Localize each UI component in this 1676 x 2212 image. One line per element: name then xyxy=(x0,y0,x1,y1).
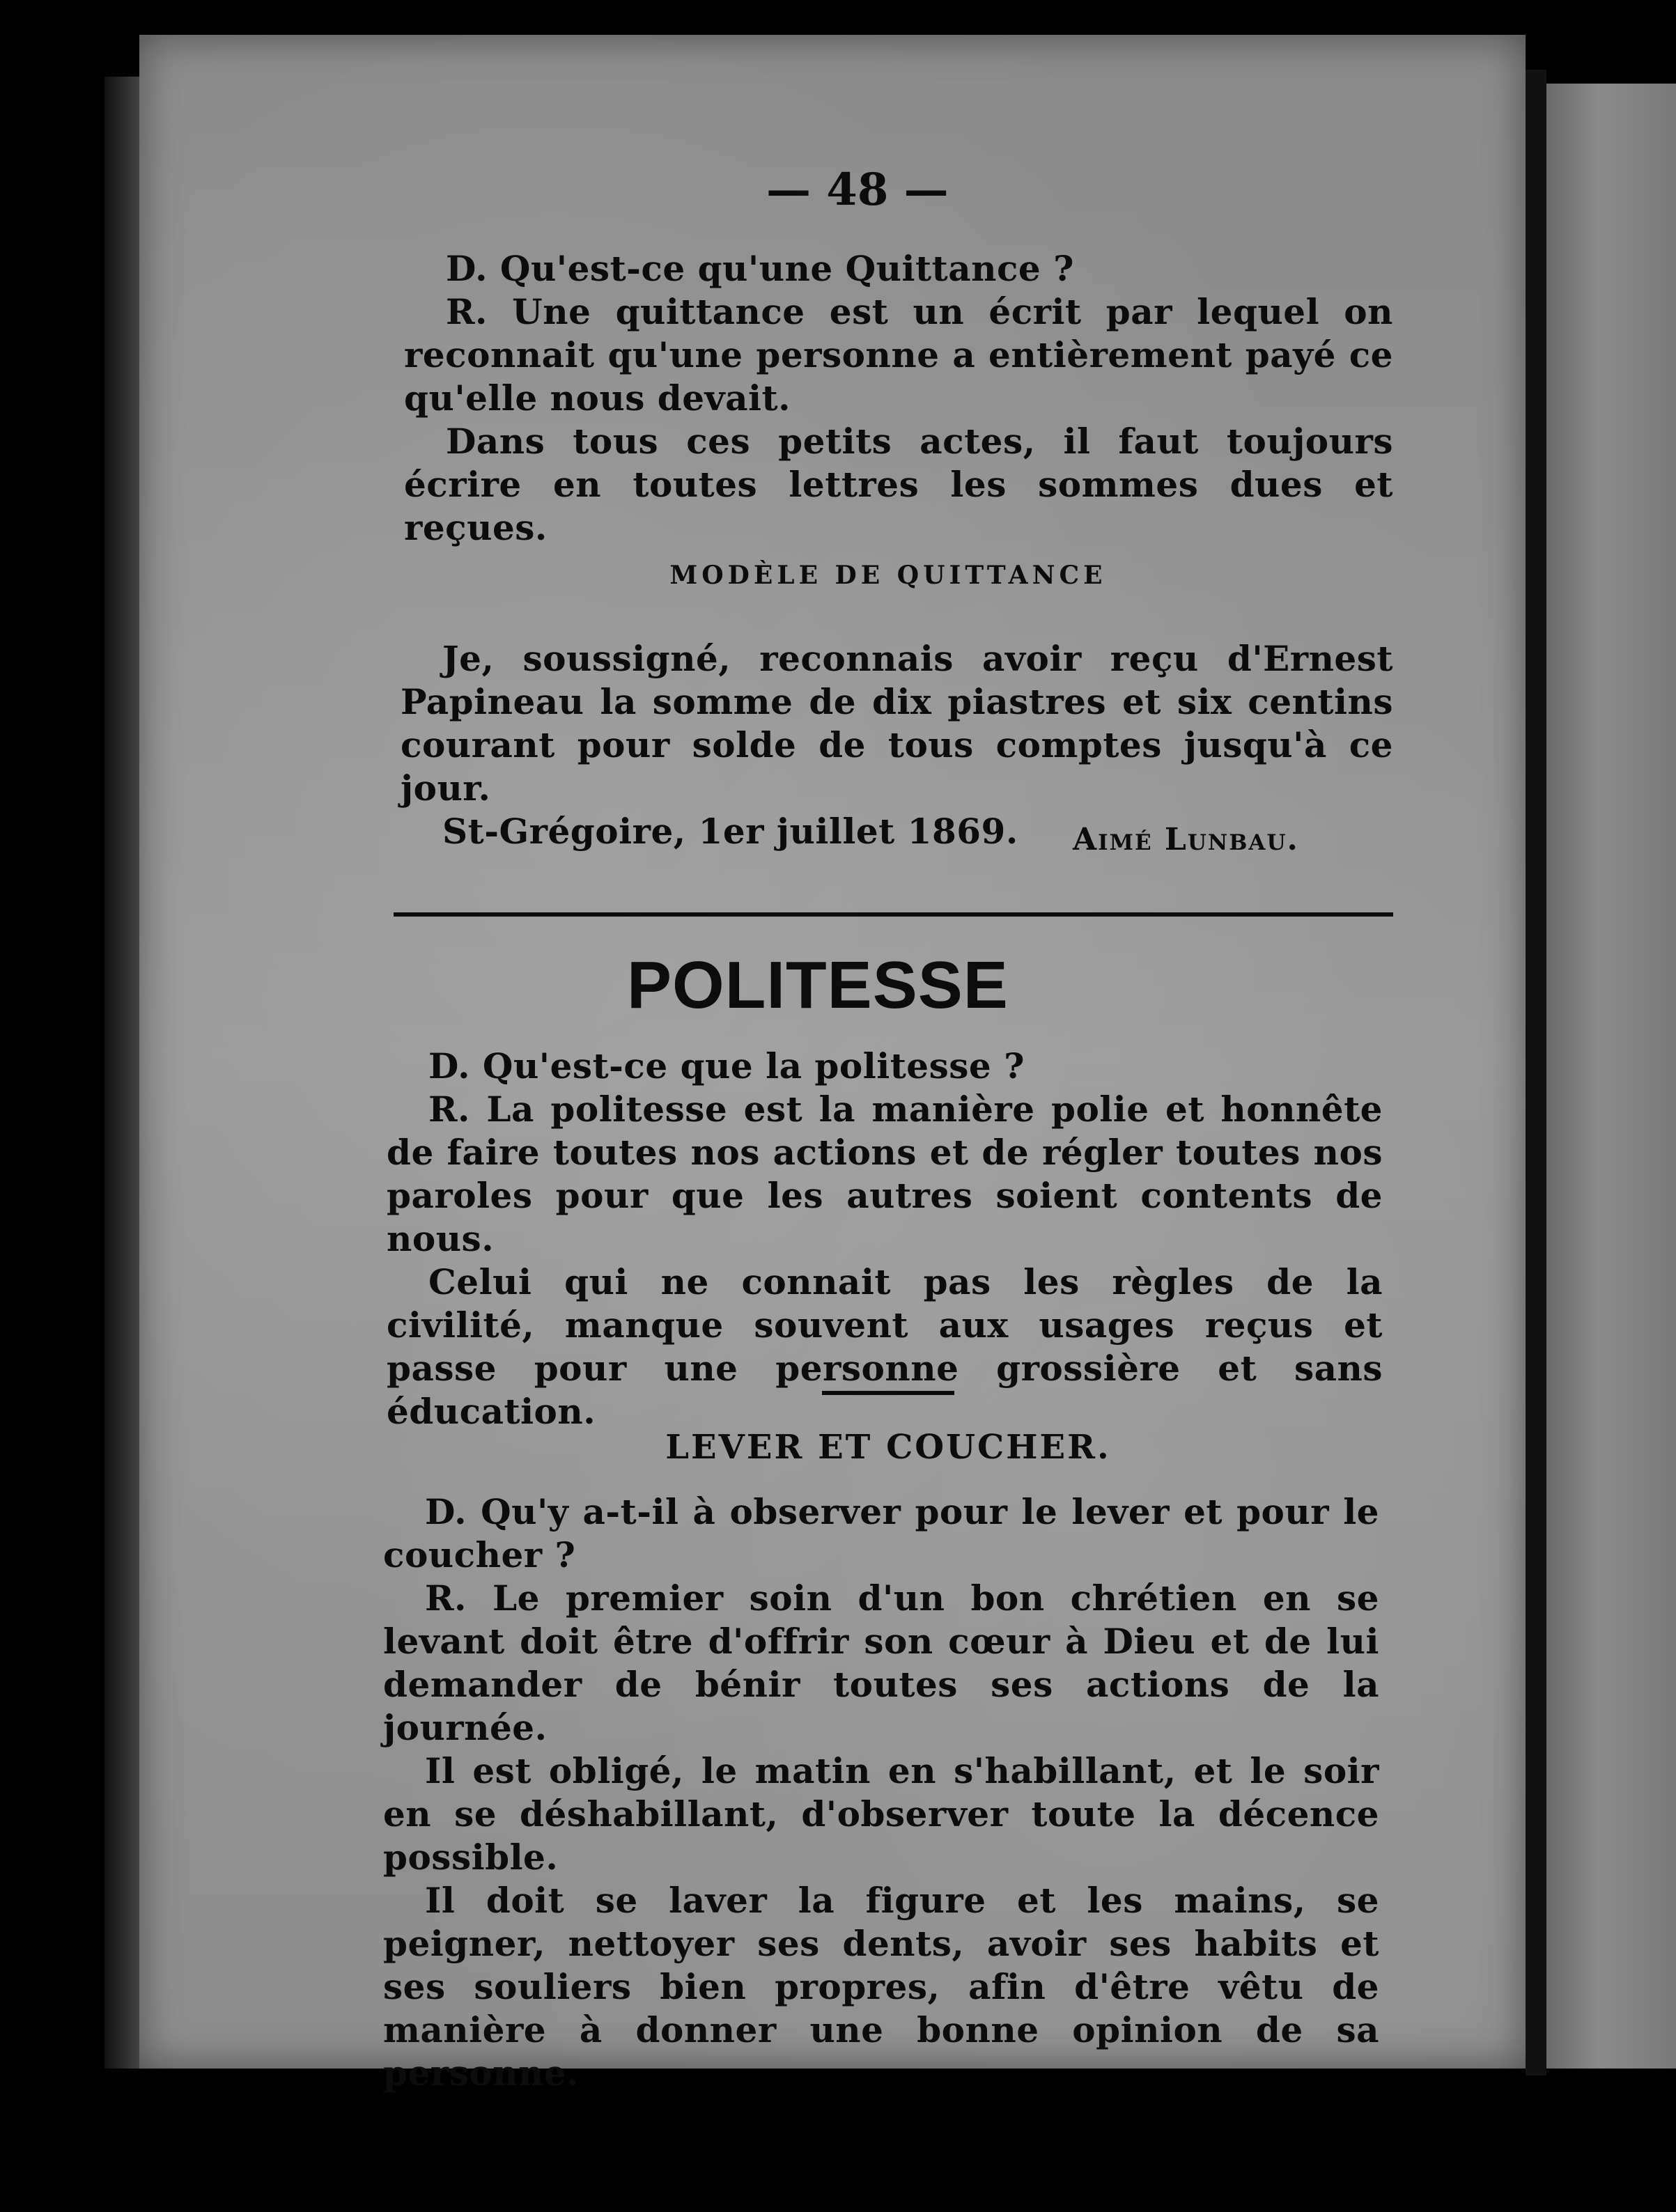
lever-paragraph-2: Il est obligé, le matin en s'habillant, et le soir en se déshabillant, d'observer toute la décence possible. xyxy=(383,1750,1379,1878)
modele-heading: MODÈLE DE QUITTANCE xyxy=(669,561,1107,590)
politesse-question: D. Qu'est-ce que la politesse ? xyxy=(428,1045,1025,1086)
lever-section xyxy=(383,1490,1379,2095)
quittance-question: D. Qu'est-ce qu'une Quittance ? xyxy=(446,248,1074,289)
adjacent-page xyxy=(1546,84,1676,2069)
quittance-section xyxy=(404,247,1393,550)
lever-paragraph-3: Il doit se laver la figure et les mains, se peigner, nettoyer ses dents, avoir ses habits et ses souliers bien propres, afin d'être vêtu de manière à donner une bonne opinion de sa personne. xyxy=(383,1880,1379,2094)
politesse-note: Celui qui ne connait pas les règles de la civilité, manque souvent aux usages reçus et passe pour une personne grossière et sans éducation. xyxy=(387,1261,1383,1432)
lever-question: D. Qu'y a-t-il à observer pour le lever et pour le coucher ? xyxy=(383,1491,1379,1575)
book-gutter xyxy=(1526,70,1546,2075)
quittance-answer: R. Une quittance est un écrit par lequel on reconnait qu'une personne a entièrement payé ce qu'elle nous devait. xyxy=(404,291,1393,419)
modele-place-date: St-Grégoire, 1er juillet 1869. xyxy=(442,811,1018,852)
lever-title: LEVER ET COUCHER. xyxy=(665,1428,1111,1467)
lever-answer: R. Le premier soin d'un bon chrétien en se levant doit être d'offrir son cœur à Dieu et de lui demander de bénir toutes ses actions de la journée. xyxy=(383,1578,1379,1748)
modele-signature: Aimé Lunbau. xyxy=(1073,822,1299,857)
politesse-section xyxy=(387,1045,1383,1433)
short-divider xyxy=(822,1391,954,1395)
page-number: — 48 — xyxy=(766,164,949,216)
modele-body: Je, soussigné, reconnais avoir reçu d'Ernest Papineau la somme de dix piastres et six centins courant pour solde de tous comptes jusqu'à ce jour. xyxy=(401,638,1393,809)
modele-section xyxy=(401,637,1393,853)
politesse-title: POLITESSE xyxy=(627,948,1009,1022)
quittance-note: Dans tous ces petits actes, il faut toujours écrire en toutes lettres les sommes dues et reçues. xyxy=(404,421,1393,548)
section-divider xyxy=(394,912,1393,917)
politesse-answer: R. La politesse est la manière polie et honnête de faire toutes nos actions et de régler toutes nos paroles pour que les autres soient contents de nous. xyxy=(387,1089,1383,1259)
